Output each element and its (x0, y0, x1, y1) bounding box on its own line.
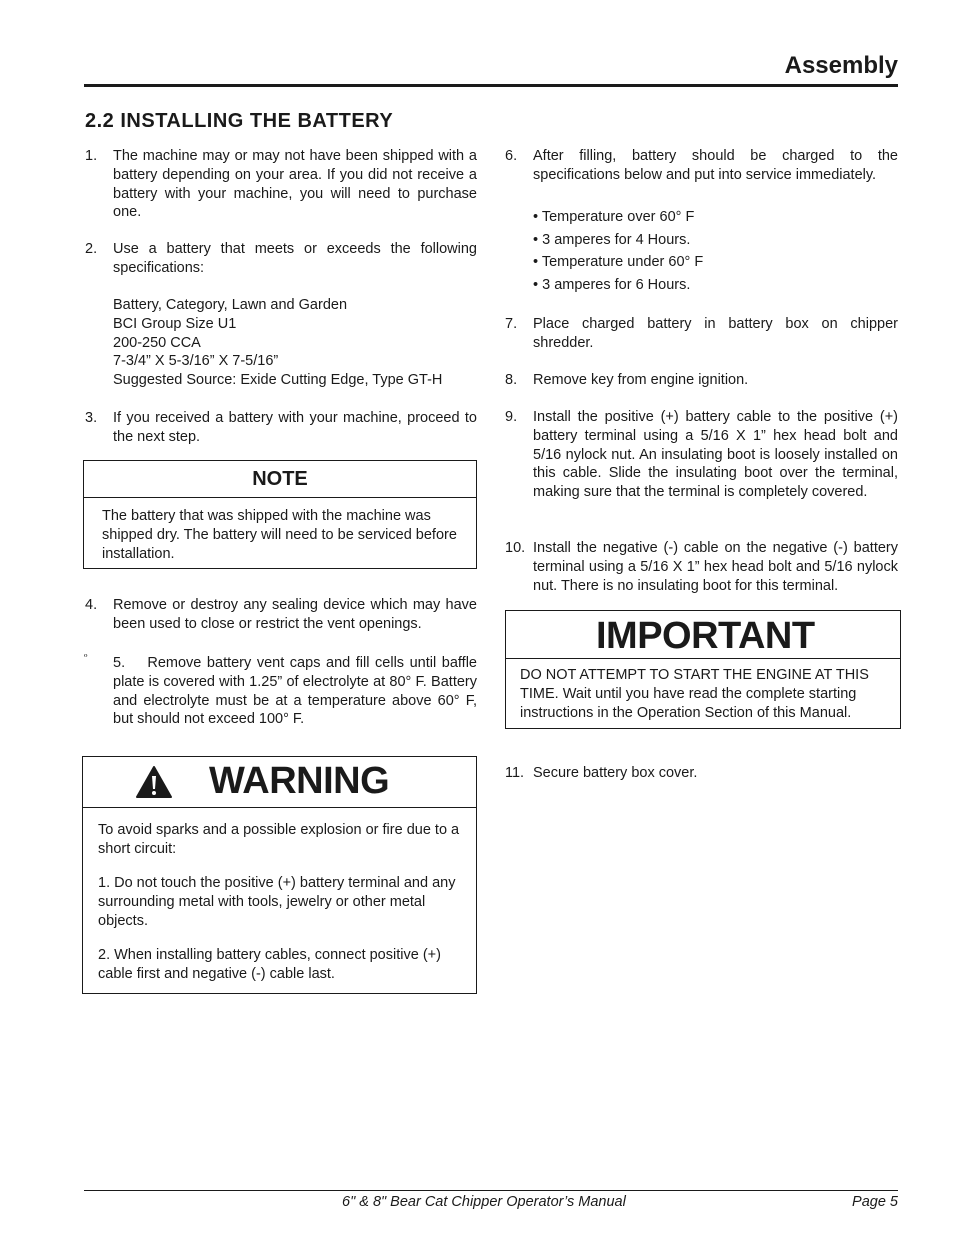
step-5 (113, 654, 477, 729)
step-text: Remove key from engine ignition. (533, 372, 749, 388)
charge-bullet: • Temperature over 60° F (533, 209, 695, 225)
step-text: After filling, battery should be charged to the specifications below and put into service immediately. (533, 148, 898, 183)
warning-header (83, 757, 476, 808)
note-box (83, 460, 477, 569)
step-number: 9. (505, 409, 518, 425)
warning-box (82, 756, 477, 994)
step-number: 11. (505, 765, 525, 781)
step-text: Install the negative (-) cable on the negative (-) battery terminal using a 5/16 X 1” hex head bolt and 5/16 nylock nut. There is no insulating boot for this terminal. (533, 540, 898, 594)
step-text: Use a battery that meets or exceeds the following specifications: (113, 241, 477, 276)
spec-line: 200-250 CCA (113, 334, 201, 351)
battery-specs (113, 296, 442, 390)
spec-line: Battery, Category, Lawn and Garden (113, 297, 348, 313)
spec-line: 7-3/4” X 5-3/16” X 7-5/16” (113, 353, 279, 370)
spec-line: Suggested Source: Exide Cutting Edge, Type GT-H (113, 372, 443, 389)
step-number: 10. (505, 540, 526, 556)
warning-triangle-icon (135, 765, 173, 799)
note-heading: NOTE (84, 461, 476, 498)
note-body: The battery that was shipped with the machine was shipped dry. The battery will need to be serviced before installation. (102, 508, 457, 562)
footer-page-number: Page 5 (852, 1194, 898, 1210)
footer-rule (84, 1190, 898, 1191)
step-text: Place charged battery in battery box on chipper shredder. (533, 316, 898, 351)
footer-manual-title: 6" & 8" Bear Cat Chipper Operator’s Manual (342, 1194, 626, 1210)
step-text: Remove or destroy any sealing device which may have been used to close or restrict the vent openings. (113, 597, 477, 632)
warning-paragraph: 2. When installing battery cables, connect positive (+) cable first and negative (-) cable last. (98, 947, 441, 982)
important-box (505, 610, 901, 729)
step-number: 4. (85, 597, 98, 613)
warning-body (83, 808, 476, 1007)
step-text: If you received a battery with your machine, proceed to the next step. (113, 410, 477, 445)
spec-line: BCI Group Size U1 (113, 315, 237, 332)
header-rule (84, 84, 898, 87)
step-number: 1. (85, 148, 98, 164)
charge-bullet: • Temperature under 60° F (533, 254, 704, 270)
section-title: 2.2 INSTALLING THE BATTERY (85, 110, 394, 132)
important-body: DO NOT ATTEMPT TO START THE ENGINE AT THIS TIME. Wait until you have read the complete starting instructions in the Operation Section of this Manual. (520, 667, 869, 721)
step-text: Install the positive (+) battery cable to the positive (+) battery terminal using a 5/16 X 1” hex head bolt and 5/16 nylock nut. An insulating boot is loosely installed on this cable. Slide the insulating boot over the terminal, making sure that the terminal is completely covered. (533, 409, 898, 501)
important-heading: IMPORTANT (506, 611, 900, 659)
warning-paragraph: To avoid sparks and a possible explosion or fire due to a short circuit: (98, 822, 460, 857)
step-number: 8. (505, 372, 518, 388)
step-text: Remove battery vent caps and fill cells until baffle plate is covered with 1.25” of electrolyte at 80° F. Battery and electrolyte must be at a temperature above 60° F, but should not exceed 100° F. (113, 655, 477, 728)
step-text: The machine may or may not have been shipped with a battery depending on your area. If you did not receive a battery with your machine, you will need to purchase one. (113, 148, 477, 221)
step-number: 7. (505, 316, 518, 332)
charge-bullet: • 3 amperes for 4 Hours. (533, 232, 691, 248)
warning-heading: WARNING (209, 760, 390, 802)
step-number: 6. (505, 148, 518, 164)
step-number: 3. (85, 410, 98, 426)
warning-paragraph: 1. Do not touch the positive (+) battery terminal and any surrounding metal with tools, jewelry or other metal objects. (98, 875, 456, 929)
step-text: Secure battery box cover. (533, 765, 698, 781)
charge-bullet: • 3 amperes for 6 Hours. (533, 277, 691, 293)
header-title: Assembly (784, 52, 898, 79)
stray-mark: º (84, 652, 88, 664)
step-number: 5. (113, 655, 126, 671)
step-number: 2. (85, 241, 98, 257)
